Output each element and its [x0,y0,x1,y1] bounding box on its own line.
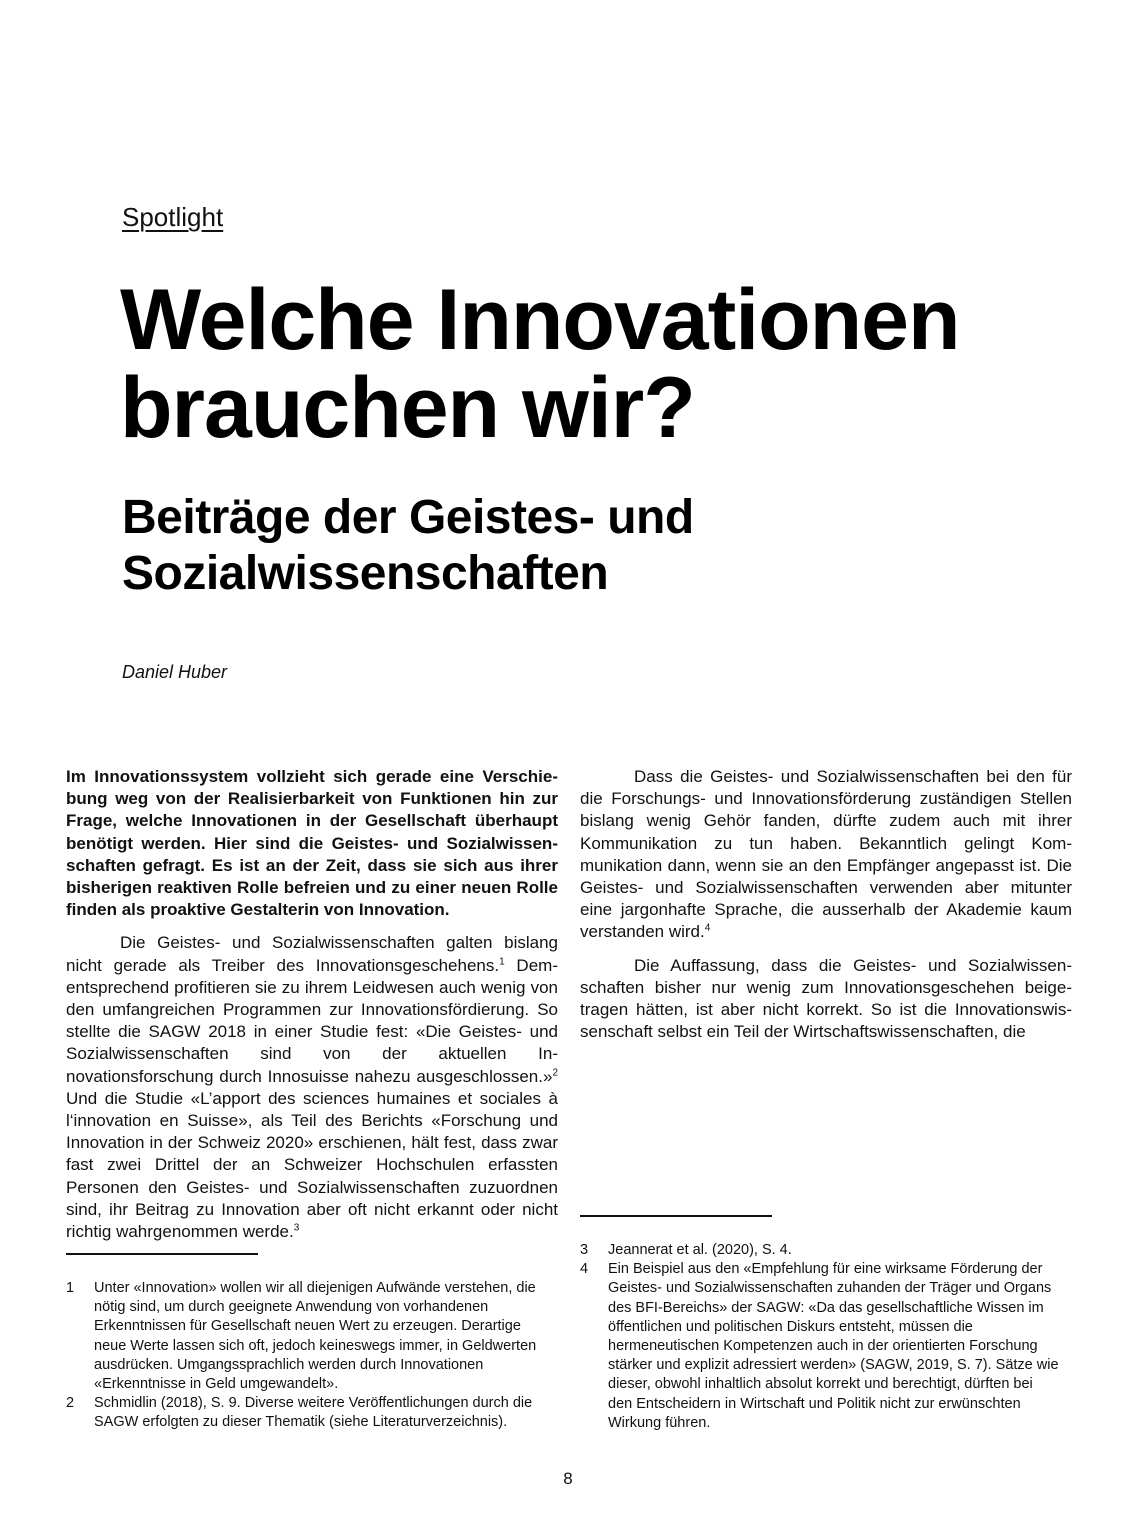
kicker-label: Spotlight [122,202,224,232]
footnote-rule-left [66,1253,258,1255]
paragraph-text: Die Geistes- und Sozialwissenschaften galten bislang nicht gerade als Treiber des Innovationsgeschehens. [66,933,558,975]
body-column-right [580,766,1072,1054]
footnote-ref-3: 3 [293,1222,300,1234]
page-number: 8 [563,1469,573,1488]
footnotes-right [580,1241,1060,1433]
paragraph-text: Dass die Geistes- und Sozialwissenschaften bei den für die Forschungs- und Innovationsförderung zuständigen Stellen bislang wenig Gehör fanden, dürfte zudem auch mit ihrer Kommunikation zu tun haben. Bekanntlich gelingt Kommunikation dann, wenn sie an den Empfänger angepasst ist. Die Geistes- und Sozialwissenschaften verwenden aber mitunter eine jargonhafte Sprache, die ausserhalb der Akademie kaum verstanden wird. [580,767,1072,942]
footnote-rule-right [580,1215,772,1217]
footnote-text: Jeannerat et al. (2020), S. 4. [608,1242,792,1258]
footnote [66,1279,546,1394]
lead-paragraph: Im Innovationssystem vollzieht sich gerade eine Verschiebung weg von der Realisierbarkeit von Funktionen hin zur Frage, welche Innovationen in der Gesellschaft überhaupt benötigt werden. Hier sind die Geistes- und Sozialwissenschaften gefragt. Es ist an der Zeit, dass sie sich aus ihrer bisherigen reaktiven Rolle befreien und zu einer neuen Rolle finden als proaktive Gestalterin von Innovation. [66,767,558,920]
footnote-number: 3 [580,1242,589,1258]
footnote-text: Schmidlin (2018), S. 9. Diverse weitere Veröffentlichungen durch die SAGW erfolgten zu dieser Thematik (siehe Literaturverzeichnis). [94,1395,533,1431]
paragraph-text: Und die Studie «L’apport des sciences humaines et sociales à l‘innovation en Suisse», als Teil des Berichts «Forschung und Innovation in der Schweiz 2020» erschienen, hält fest, dass zwar fast zwei Drittel der an Schweizer Hochschulen erfassten Personen den Geistes- und Sozialwissenschaften zuzuordnen sind, ihr Beitrag zu Innovation aber oft nicht erkannt oder nicht richtig wahrgenommen werde. [66,1088,558,1242]
footnotes-left [66,1279,546,1433]
footnote-number: 4 [580,1261,589,1278]
body-paragraph-1 [66,932,558,1243]
footnote-number: 1 [66,1280,75,1296]
footnote-text: Ein Beispiel aus den «Empfehlung für eine wirksame Förderung der Geistes- und Sozialwissenschaften zuhanden der Träger und Organs des BFI-Bereichs» der SAGW: «Da das gesellschaftliche Wissen im öffentlichen und politischen Diskurs entsteht, müssen die hermeneutischen Kompetenzen auch in der orientierten Forschung stärker und explizit adressiert werden» (SAGW, 2019, S. 7). Sätze wie dieser, obwohl inhaltlich absolut korrekt und berechtigt, dürften bei den Entscheidern in Wirtschaft und Politik nicht zur erwünschten Wirkung führen. [608,1261,1059,1431]
footnote-ref-2: 2 [552,1066,558,1078]
footnote-ref-4: 4 [704,922,711,934]
body-column-left [66,766,558,1254]
body-paragraph-2 [580,766,1072,944]
author-name: Daniel Huber [122,662,228,682]
footnote-number: 2 [66,1395,75,1412]
footnote-ref-1: 1 [499,955,505,967]
page-subtitle: Beiträge der Geistes- und Sozialwissenschaften [122,491,694,600]
footnote-text: Unter «Innovation» wollen wir all diejenigen Aufwände verstehen, die nötig sind, um durch geeignete Anwendung von vorhandenen Erkenntnissen für Gesellschaft neuen Wert zu erzeugen. Derartige neue Werte lassen sich oft, jedoch keineswegs immer, in Geldwerten ausdrücken. Umgangssprachlich werden durch Innovationen «Erkenntnisse in Geld umgewandelt». [94,1280,537,1393]
body-paragraph-3: Die Auffassung, dass die Geistes- und Sozialwissenschaften bisher nur wenig zum Innovationsgeschehen beigetragen hätten, ist aber nicht korrekt. So ist die Innovationswissenschaft selbst ein Teil der Wirtschaftswissenschaften, die [580,955,1072,1042]
footnote [580,1241,1060,1260]
page-title: Welche Innovationen brauchen wir? [120,272,960,456]
footnote [66,1394,546,1432]
footnote [580,1260,1060,1433]
paragraph-text: Dementsprechend profitieren sie zu ihrem Leidwesen auch wenig von den umfangreichen Programmen zur Innovationsfördierung. So stellte die SAGW 2018 in einer Studie fest: «Die Geistes- und Sozialwissenschaften sind von der aktuellen Innovationsforschung durch Innosuisse nahezu ausgeschlossen.» [66,955,558,1086]
